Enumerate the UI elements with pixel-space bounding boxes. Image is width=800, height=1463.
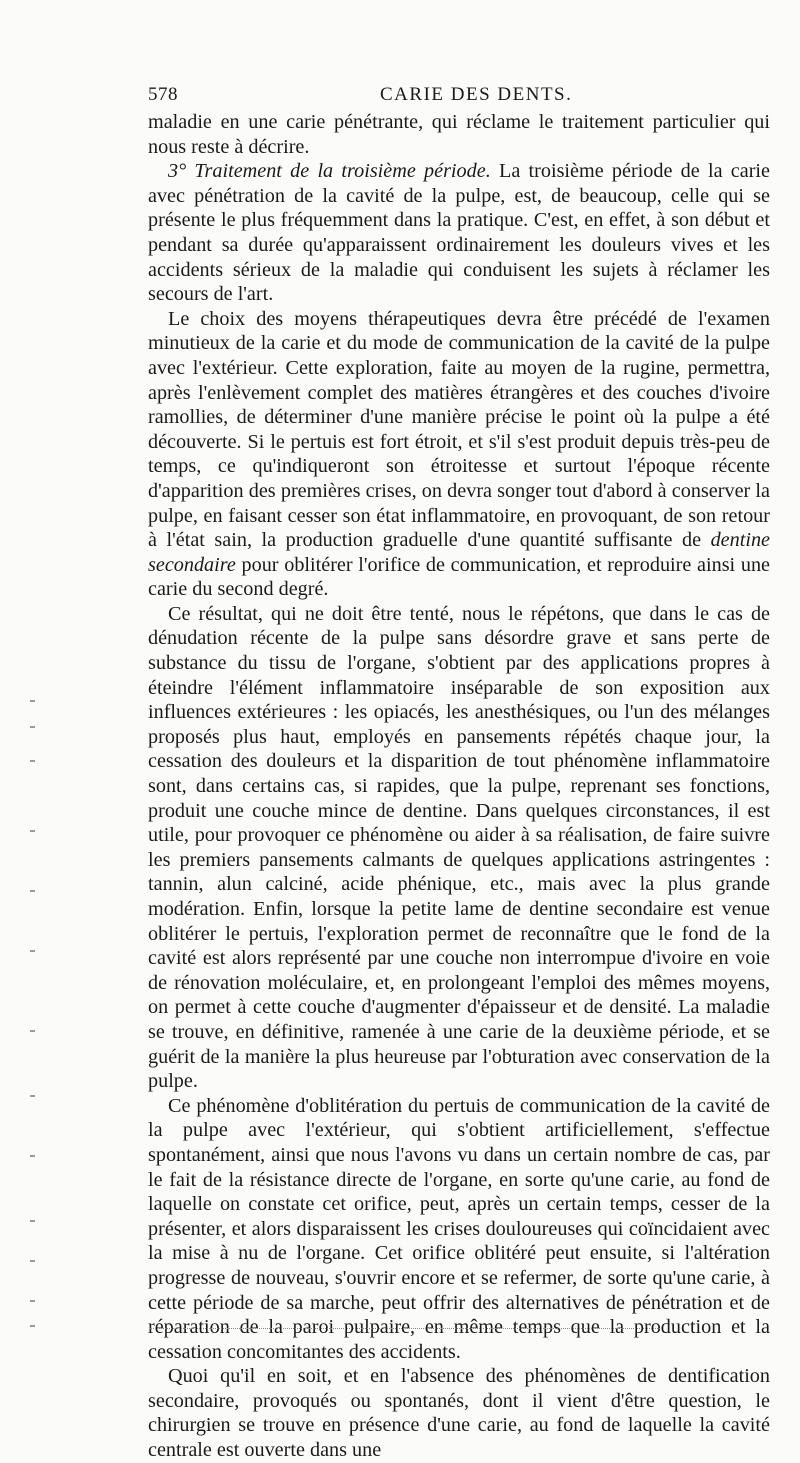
running-title: CARIE DES DENTS. — [380, 84, 573, 105]
margin-scan-marks — [30, 700, 36, 1340]
paragraph-text: Le choix des moyens thérapeutiques devra être précédé de l'examen minutieux de la carie et du mode de communication de la cavité de la pulpe avec l'extérieur. Cette exploration, faite au moyen de la rugine, permettra, après l'enlèvement complet des matières étrangères et des couches d'ivoire ramollies, de déterminer d'une manière précise le point où la pulpe a été découverte. Si le pertuis est fort étroit, et s'il s'est produit depuis très-peu de temps, ce qu'indiqueront son étroitesse et surtout l'époque récente d'apparition des premières crises, on devra songer tout d'abord à conserver la pulpe, en faisant cesser son état inflammatoire, en provoquant, de son retour à l'état sain, la production graduelle d'une quantité suffisante de — [148, 307, 770, 552]
paragraph-conclusion: Quoi qu'il en soit, et en l'absence des phénomènes de dentification secondaire, provoqués ou spontanés, dont il vient d'être question, le chirurgien se trouve en présence d'une carie, au fond de laquelle la cavité centrale est ouverte dans une — [148, 1365, 770, 1462]
section-paragraph — [148, 159, 770, 307]
section-title: Traitement de la troisième période. — [194, 160, 491, 183]
paragraph-choice-of-treatment — [148, 307, 770, 602]
page-number: 578 — [148, 84, 178, 105]
italic-term: dentine secondaire — [148, 529, 770, 576]
book-page — [148, 80, 770, 1463]
paragraph-continuation: maladie en une carie pénétrante, qui réclame le traitement particulier qui nous reste à décrire. — [148, 111, 770, 158]
footer-rule — [150, 1328, 660, 1329]
section-text: La troisième période de la carie avec pénétration de la cavité de la pulpe, est, de beaucoup, celle qui se présente le plus fréquemment dans la pratique. C'est, en effet, à son début et pendant sa durée qu'apparaissent ordinairement les douleurs vives et les accidents sérieux de la maladie qui conduisent les sujets à réclamer les secours de l'art. — [148, 160, 771, 306]
body-text — [148, 110, 770, 1463]
paragraph-text: pour oblitérer l'orifice de communication, et reproduire ainsi une carie du second degré. — [148, 553, 770, 601]
paragraph-result: Ce résultat, qui ne doit être tenté, nous le répétons, que dans le cas de dénudation récente de la pulpe sans désordre grave et sans perte de substance du tissu de l'organe, s'obtient par des applications propres à éteindre l'élément inflammatoire inséparable de son exposition aux influences extérieures : les opiacés, les anesthésiques, ou l'un des mélanges proposés plus haut, employés en pansements répétés chaque jour, la cessation des douleurs et la disparition de tout phénomène inflammatoire sont, dans certains cas, si rapides, que la pulpe, reprenant ses fonctions, produit une couche mince de dentine. Dans quelques circonstances, il est utile, pour provoquer ce phénomène ou aider à sa réalisation, de faire suivre les premiers pansements calmants de quelques applications astringentes : tannin, alun calciné, acide phénique, etc., mais avec la plus grande modération. Enfin, lorsque la petite lame de dentine secondaire est venue oblitérer le pertuis, l'exploration permet de reconnaître que le fond de la cavité est alors représenté par une couche non interrompue d'ivoire en voie de rénovation moléculaire, et, en prolongeant l'emploi des mêmes moyens, on permet à cette couche d'augmenter d'épaisseur et de densité. La maladie se trouve, en définitive, ramenée à une carie de la deuxième période, et se guérit de la manière la plus heureuse par l'obturation avec conservation de la pulpe. — [148, 602, 770, 1093]
paragraph-obliteration: Ce phénomène d'oblitération du pertuis de communication de la cavité de la pulpe avec l'extérieur, qui s'obtient artificiellement, s'effectue spontanément, ainsi que nous l'avons vu dans un certain nombre de cas, par le fait de la résistance directe de l'organe, en sorte qu'une carie, au fond de laquelle on constate cet orifice, peut, après un certain temps, cesser de la présenter, et alors disparaissent les crises douloureuses qui coïncidaient avec la mise à nu de l'organe. Cet orifice oblitéré peut ensuite, si l'altération progresse de nouveau, s'ouvrir encore et se refermer, de sorte qu'une carie, à cette période de sa marche, peut offrir des alternatives de pénétration et de réparation de la paroi pulpaire, en même temps que la production et la cessation concomitantes des accidents. — [148, 1094, 770, 1363]
section-number: 3° — [168, 160, 195, 183]
running-head — [148, 80, 770, 110]
